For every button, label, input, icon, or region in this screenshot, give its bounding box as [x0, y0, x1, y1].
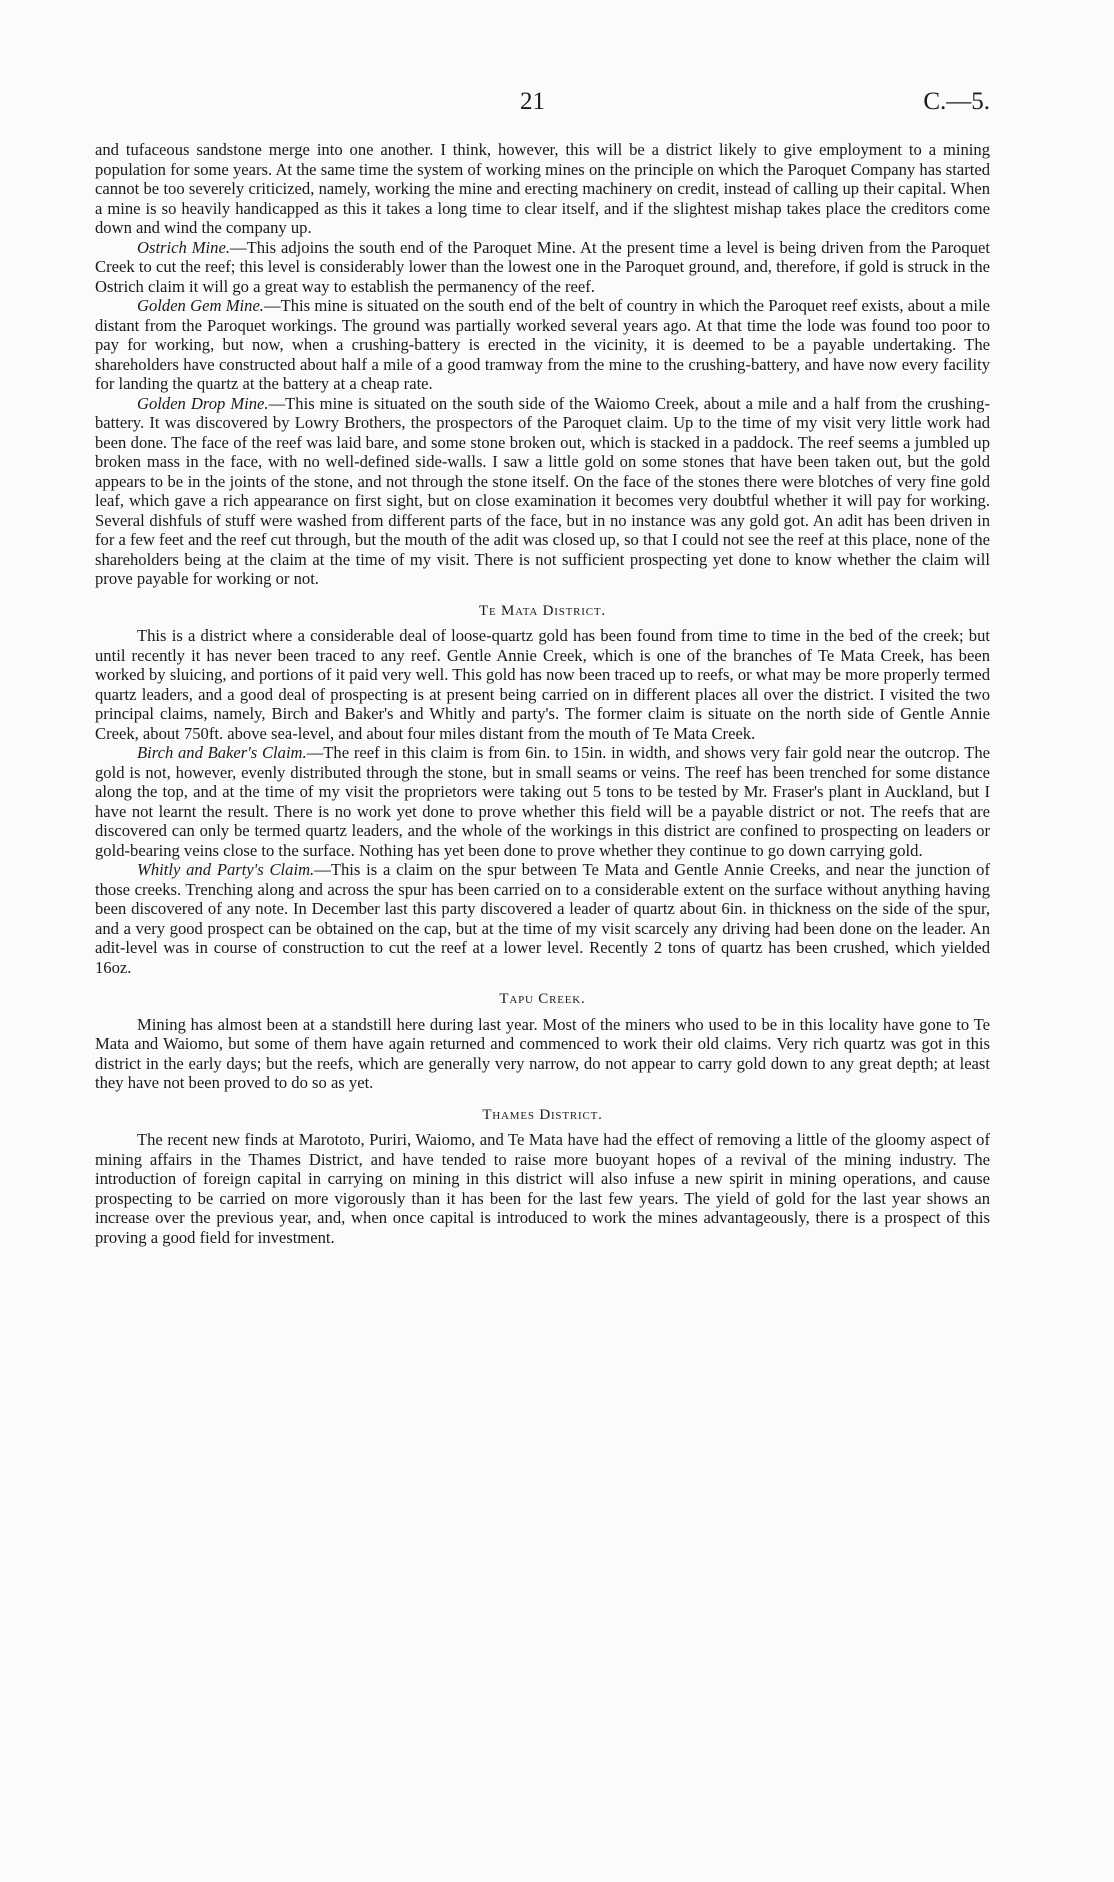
paragraph-text: —This adjoins the south end of the Paroquet Mine. At the present time a level is being driven from the Paroquet Creek to cut the reef; this level is considerably lower than the lowest one in the Paroquet ground, and, therefore, if gold is struck in the Ostrich claim it will go a great way to establish the permanency of the reef.	[95, 237, 990, 296]
run-in-heading: Golden Gem Mine.	[137, 296, 264, 315]
paragraph-birch-baker-claim	[95, 743, 990, 860]
paragraph-golden-gem-mine	[95, 296, 990, 394]
document-reference: C.—5.	[923, 88, 990, 115]
paragraph-whitly-party-claim	[95, 860, 990, 977]
run-in-heading: Golden Drop Mine.	[137, 393, 269, 413]
page-number: 21	[520, 88, 545, 115]
section-heading-te-mata: Te Mata District.	[479, 602, 606, 619]
paragraph-text: —This mine is situated on the south end of the belt of country in which the Paroquet reef exists, about a mile distant from the Paroquet workings. The ground was partially worked several years ago. At that time the lode was found too poor to pay for working, but now, when a crushing-battery is erected in the vicinity, it is deemed to be a payable undertaking. The shareholders have constructed about half a mile of a good tramway from the mine to the crushing-battery, and have now every facility for landing the quartz at the battery at a cheap rate.	[95, 296, 990, 393]
paragraph-ostrich-mine	[95, 238, 990, 297]
paragraph-tapu-creek: Mining has almost been at a standstill here during last year. Most of the miners who used to be in this locality have gone to Te Mata and Waiomo, but some of them have again returned and commenced to work their old claims. Very rich quartz was got in this district in the early days; but the reefs, which are generally very narrow, do not appear to carry gold down to any great depth; at least they have not been proved to do so as yet.	[95, 1014, 990, 1092]
paragraph-golden-drop-mine	[95, 394, 990, 589]
run-in-heading: Whitly and Party's Claim.	[137, 860, 315, 879]
run-in-heading: Ostrich Mine.	[137, 237, 230, 257]
page-header	[0, 88, 1114, 128]
document-body	[95, 140, 990, 1247]
paragraph-thames-district: The recent new finds at Marototo, Puriri, Waiomo, and Te Mata have had the effect of removing a little of the gloomy aspect of mining affairs in the Thames District, and have tended to raise more buoyant hopes of a revival of the mining industry. The introduction of foreign capital in carrying on mining in this district will also infuse a new spirit in mining operations, and cause prospecting to be carried on more vigorously than it has been for the last few years. The yield of gold for the last year shows an increase over the previous year, and, when once capital is introduced to work the mines advantageously, there is a prospect of this proving a good field for investment.	[95, 1130, 990, 1247]
section-heading-thames: Thames District.	[482, 1106, 603, 1123]
paragraph-text: —The reef in this claim is from 6in. to 15in. in width, and shows very fair gold near the outcrop. The gold is not, however, evenly distributed through the stone, but in small seams or veins. The reef has been trenched for some distance along the top, and at the time of my visit the proprietors were taking out 5 tons to be tested by Mr. Fraser's plant in Auckland, but I have not learnt the result. There is no work yet done to prove whether this field will be a payable district or not. The reefs that are discovered can only be termed quartz leaders, and the whole of the workings in this district are confined to prospecting on leaders or gold-bearing veins close to the surface. Nothing has yet been done to prove whether they continue to go down carrying gold.	[95, 743, 990, 860]
paragraph-text: —This is a claim on the spur between Te Mata and Gentle Annie Creeks, and near the junction of those creeks. Trenching along and across the spur has been carried on to a considerable extent on the surface without anything having been discovered of any note. In December last this party discovered a leader of quartz about 6in. in thickness on the side of the spur, and a very good prospect can be obtained on the cap, but at the time of my visit scarcely any driving had been done on the leader. An adit-level was in course of construction to cut the reef at a lower level. Recently 2 tons of quartz has been crushed, which yielded 16oz.	[95, 860, 990, 977]
paragraph-te-mata-district: This is a district where a considerable deal of loose-quartz gold has been found from time to time in the bed of the creek; but until recently it has never been traced to any reef. Gentle Annie Creek, which is one of the branches of Te Mata Creek, has been worked by sluicing, and portions of it paid very well. This gold has now been traced up to reefs, or what may be more properly termed quartz leaders, and a good deal of prospecting is at present being carried on in different places all over the district. I visited the two principal claims, namely, Birch and Baker's and Whitly and party's. The former claim is situate on the north side of Gentle Annie Creek, about 750ft. above sea-level, and about four miles distant from the mouth of Te Mata Creek.	[95, 626, 990, 743]
run-in-heading: Birch and Baker's Claim.	[137, 743, 307, 762]
paragraph-text: —This mine is situated on the south side of the Waiomo Creek, about a mile and a half from the crushing-battery. It was discovered by Lowry Brothers, the prospectors of the Paroquet claim. Up to the time of my visit very little work had been done. The face of the reef was laid bare, and some stone broken out, which is stacked in a paddock. The reef seems a jumbled up broken mass in the face, with no well-defined side-walls. I saw a little gold on some stones that have been taken out, but the gold appears to be in the joints of the stone, and not through the stone itself. On the face of the stones there were blotches of very fine gold leaf, which gave a rich appearance on first sight, but on close examination it becomes very doubtful whether it will pay for working. Several dishfuls of stuff were washed from different parts of the face, but in no instance was any gold got. An adit has been driven in for a few feet and the reef cut through, but the mouth of the adit was closed up, so that I could not see the reef at this place, none of the shareholders being at the claim at the time of my visit. There is not sufficient prospecting yet done to know whether the claim will prove payable for working or not.	[95, 393, 990, 588]
section-heading-tapu-creek: Tapu Creek.	[499, 991, 586, 1007]
paragraph-continuation: and tufaceous sandstone merge into one another. I think, however, this will be a district likely to give employment to a mining population for some years. At the same time the system of working mines on the principle on which the Paroquet Company has started cannot be too severely criticized, namely, working the mine and erecting machinery on credit, instead of calling up their capital. When a mine is so heavily handicapped as this it takes a long time to clear itself, and if the slightest mishap takes place the creditors come down and wind the company up.	[95, 140, 990, 237]
